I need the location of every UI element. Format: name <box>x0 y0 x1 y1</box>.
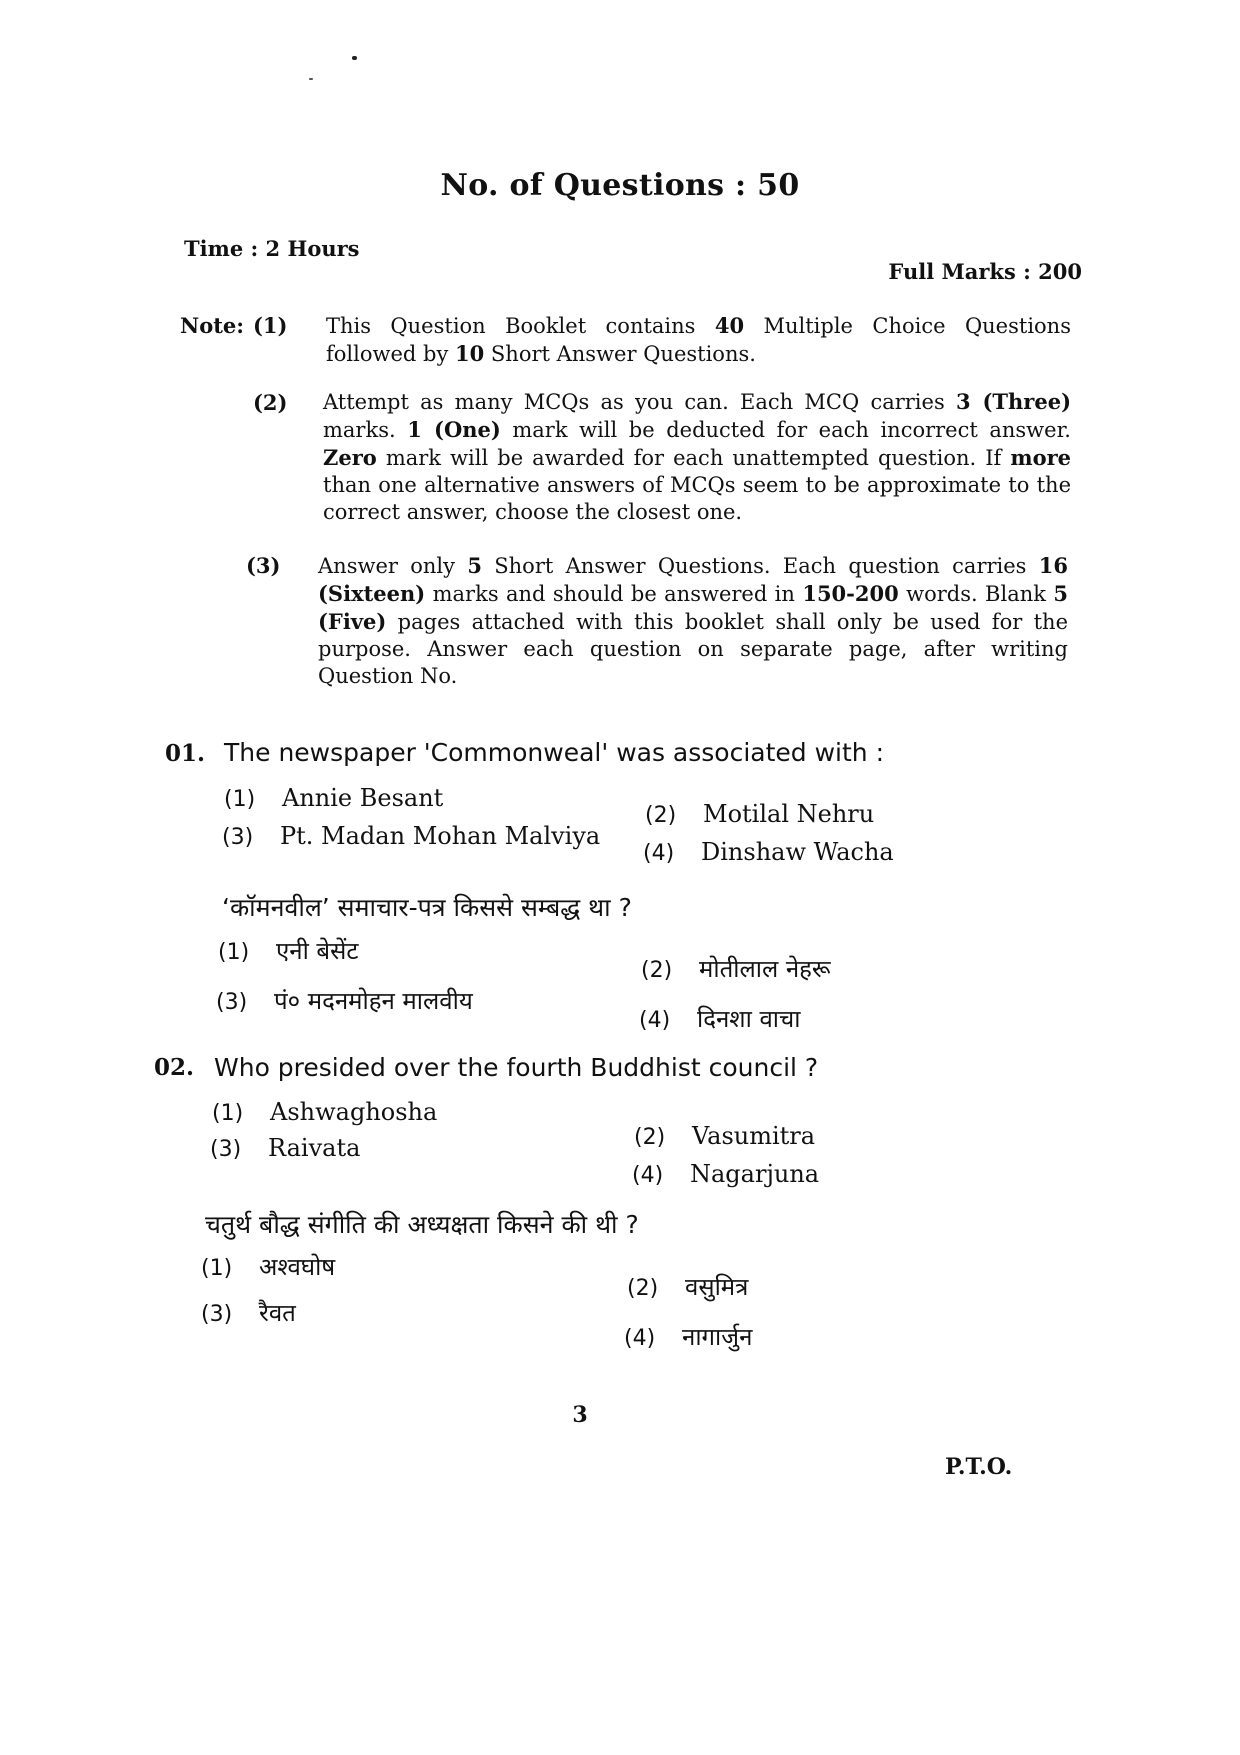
time-allowed: Time : 2 Hours <box>184 236 360 261</box>
option-en: (1) Ashwaghosha <box>212 1098 438 1126</box>
note-text: This Question Booklet contains 40 Multiple Choice Questions followed by 10 Short Answer Questions. <box>326 313 1071 366</box>
option-en: (4) Dinshaw Wacha <box>643 838 894 866</box>
question-text-hi: ‘कॉमनवील’ समाचार-पत्र किससे सम्बद्ध था ? <box>222 893 632 922</box>
question-text-hi: चतुर्थ बौद्ध संगीति की अध्यक्षता किसने की थी ? <box>205 1210 639 1239</box>
option-hi: (3) रैवत <box>201 1299 296 1327</box>
option-en: (2) Vasumitra <box>634 1122 816 1150</box>
scan-speck <box>352 56 357 60</box>
page-number: 3 <box>572 1402 588 1428</box>
option-hi: (4) नागार्जुन <box>624 1323 753 1351</box>
page-title: No. of Questions : 50 <box>440 168 800 203</box>
question-number: 01. <box>165 740 206 767</box>
note-number: (3) <box>246 553 281 578</box>
option-en: (3) Raivata <box>210 1134 361 1162</box>
option-hi: (1) एनी बेसेंट <box>218 937 359 965</box>
option-hi: (4) दिनशा वाचा <box>639 1005 801 1033</box>
note-number: (1) <box>253 313 288 338</box>
option-hi: (2) मोतीलाल नेहरू <box>641 955 831 983</box>
option-en: (1) Annie Besant <box>224 784 444 812</box>
please-turn-over: P.T.O. <box>945 1454 1013 1480</box>
full-marks: Full Marks : 200 <box>888 259 1082 284</box>
option-en: (3) Pt. Madan Mohan Malviya <box>222 822 601 850</box>
scan-speck <box>309 78 313 80</box>
note-text: Answer only 5 Short Answer Questions. Each question carries 16 (Sixteen) marks and should be answered in 150-200 words. Blank 5 (Five) pages attached with this booklet shall only be used for the purpose. Answer each question on separate page, after writing Question No. <box>318 553 1068 688</box>
option-hi: (2) वसुमित्र <box>627 1273 749 1301</box>
question-text-en: The newspaper 'Commonweal' was associated with : <box>224 738 885 767</box>
question-text-en: Who presided over the fourth Buddhist council ? <box>214 1053 819 1082</box>
note-text: Attempt as many MCQs as you can. Each MCQ carries 3 (Three) marks. 1 (One) mark will be deducted for each incorrect answer. Zero mark will be awarded for each unattempted question. If more than one alternative answers of MCQs seem to be approximate to the correct answer, choose the closest one. <box>323 389 1072 524</box>
option-en: (4) Nagarjuna <box>632 1160 820 1188</box>
option-hi: (1) अश्वघोष <box>201 1253 336 1281</box>
option-en: (2) Motilal Nehru <box>645 800 875 828</box>
question-number: 02. <box>154 1054 195 1081</box>
option-hi: (3) पं० मदनमोहन मालवीय <box>216 987 473 1015</box>
note-number: (2) <box>253 390 288 415</box>
note-label: Note: <box>180 313 245 338</box>
